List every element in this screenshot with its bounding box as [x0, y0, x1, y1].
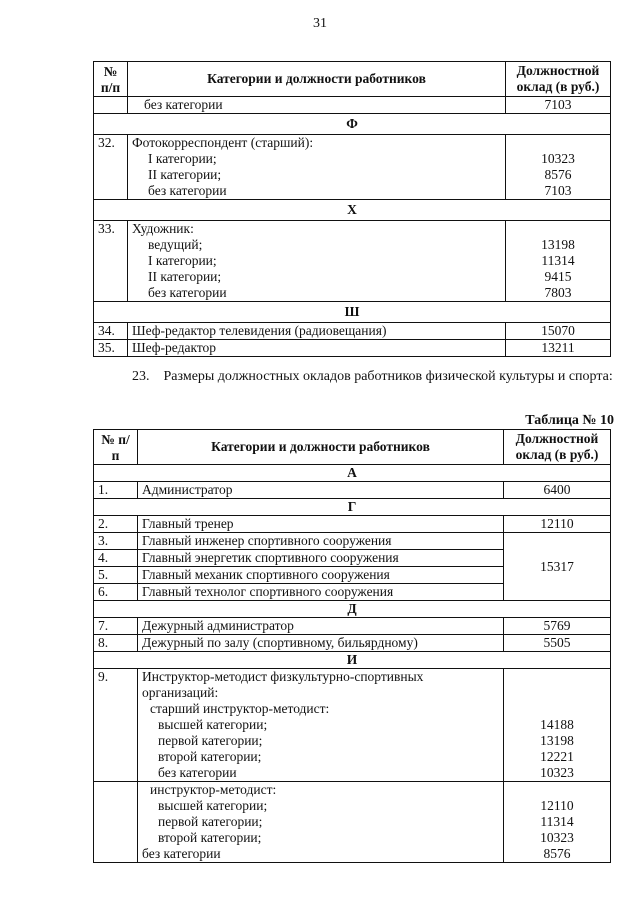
- section-row: [94, 114, 611, 135]
- row-num: 5.: [94, 567, 138, 584]
- page-number: 31: [313, 16, 327, 31]
- table-row: [94, 533, 611, 550]
- section-letter: Ф: [94, 114, 611, 135]
- row-name: Дежурный администратор: [138, 618, 504, 635]
- paragraph-number: 23.: [132, 369, 150, 384]
- row-value: 12110: [540, 798, 574, 813]
- table-row: [94, 221, 611, 302]
- row-num: 35.: [94, 340, 128, 357]
- section-letter: Г: [94, 499, 611, 516]
- row-title: Инструктор-методист физкультурно-спортивных: [142, 669, 424, 684]
- row-line: II категории;: [148, 269, 222, 284]
- row-num: 9.: [94, 669, 138, 782]
- header-name: Категории и должности работников: [138, 430, 504, 465]
- row-name: Администратор: [138, 482, 504, 499]
- row-value: 10323: [540, 830, 574, 845]
- row-name: Главный инженер спортивного сооружения: [138, 533, 504, 550]
- row-num: 34.: [94, 323, 128, 340]
- row-value: 5769: [504, 618, 611, 635]
- row-num: 33.: [94, 221, 128, 302]
- row-line: без категории: [158, 765, 237, 780]
- row-num: 3.: [94, 533, 138, 550]
- row-name: Главный тренер: [138, 516, 504, 533]
- section-row: [94, 499, 611, 516]
- section-letter: И: [94, 652, 611, 669]
- row-num: 2.: [94, 516, 138, 533]
- row-value: 14188: [540, 717, 574, 732]
- table-row: [94, 782, 611, 863]
- group-value: 15317: [504, 533, 611, 601]
- row-value: 10323: [541, 151, 575, 166]
- header-name: Категории и должности работников: [128, 62, 506, 97]
- table-row: [94, 340, 611, 357]
- table-header-row: [94, 62, 611, 97]
- row-name: Главный энергетик спортивного сооружения: [138, 550, 504, 567]
- row-value: 7103: [544, 183, 572, 198]
- row-value: 11314: [541, 253, 575, 268]
- section-row: [94, 652, 611, 669]
- row-value: 13211: [506, 340, 611, 357]
- section-row: [94, 200, 611, 221]
- row-line: первой категории;: [158, 733, 263, 748]
- row-name: Дежурный по залу (спортивному, бильярдному): [138, 635, 504, 652]
- row-value: 10323: [540, 765, 574, 780]
- row-value: 13198: [540, 733, 574, 748]
- subgroup-title: старший инструктор-методист:: [150, 701, 330, 716]
- row-value: 12110: [504, 516, 611, 533]
- table-row: [94, 516, 611, 533]
- header-num: № п/п: [94, 62, 128, 97]
- row-line: без категории: [148, 183, 227, 198]
- row-line: второй категории;: [158, 749, 262, 764]
- header-num: № п/п: [94, 430, 138, 465]
- row-line: I категории;: [148, 151, 217, 166]
- section-letter: А: [94, 465, 611, 482]
- section-letter: Ш: [94, 302, 611, 323]
- row-line: II категории;: [148, 167, 222, 182]
- salary-table-1: [93, 61, 611, 357]
- row-value: 5505: [504, 635, 611, 652]
- row-num: 1.: [94, 482, 138, 499]
- row-line: первой категории;: [158, 814, 263, 829]
- table-row: [94, 135, 611, 200]
- section-letter: Д: [94, 601, 611, 618]
- section-row: [94, 465, 611, 482]
- carry-name: без категории: [128, 97, 506, 114]
- table-row: [94, 482, 611, 499]
- row-line: высшей категории;: [158, 717, 268, 732]
- table-row: [94, 323, 611, 340]
- row-value: 12221: [540, 749, 574, 764]
- header-salary: Должностной оклад (в руб.): [504, 430, 611, 465]
- row-line: без категории: [142, 846, 221, 861]
- table-row: [94, 635, 611, 652]
- row-num: 7.: [94, 618, 138, 635]
- row-line: высшей категории;: [158, 798, 268, 813]
- row-name: Шеф-редактор телевидения (радиовещания): [128, 323, 506, 340]
- carry-value: 7103: [506, 97, 611, 114]
- table-row: [94, 618, 611, 635]
- salary-table-10: [93, 429, 611, 863]
- row-value: 8576: [543, 846, 571, 861]
- row-title: Фотокорреспондент (старший):: [132, 135, 314, 150]
- table-header-row: [94, 430, 611, 465]
- row-value: 9415: [544, 269, 572, 284]
- row-title: Художник:: [132, 221, 194, 236]
- section-letter: Х: [94, 200, 611, 221]
- row-title: организаций:: [142, 685, 219, 700]
- row-value: 8576: [544, 167, 572, 182]
- table-row: [94, 669, 611, 782]
- row-line: I категории;: [148, 253, 217, 268]
- row-name: Главный механик спортивного сооружения: [138, 567, 504, 584]
- row-num: 8.: [94, 635, 138, 652]
- subgroup-title: инструктор-методист:: [150, 782, 277, 797]
- row-line: без категории: [148, 285, 227, 300]
- section-paragraph: [94, 368, 614, 386]
- row-num: 4.: [94, 550, 138, 567]
- row-num: 6.: [94, 584, 138, 601]
- row-name: Главный технолог спортивного сооружения: [138, 584, 504, 601]
- row-num: 32.: [94, 135, 128, 200]
- table-row: [94, 97, 611, 114]
- row-value: 15070: [506, 323, 611, 340]
- row-name: Шеф-редактор: [128, 340, 506, 357]
- row-value: 7803: [544, 285, 572, 300]
- row-value: 13198: [541, 237, 575, 252]
- row-value: 6400: [504, 482, 611, 499]
- section-row: [94, 601, 611, 618]
- row-value: 11314: [540, 814, 574, 829]
- header-salary: Должностной оклад (в руб.): [506, 62, 611, 97]
- section-row: [94, 302, 611, 323]
- row-line: ведущий;: [148, 237, 203, 252]
- table-caption: Таблица № 10: [525, 413, 614, 428]
- paragraph-text: Размеры должностных окладов работников физической культуры и спорта:: [163, 369, 613, 384]
- row-line: второй категории;: [158, 830, 262, 845]
